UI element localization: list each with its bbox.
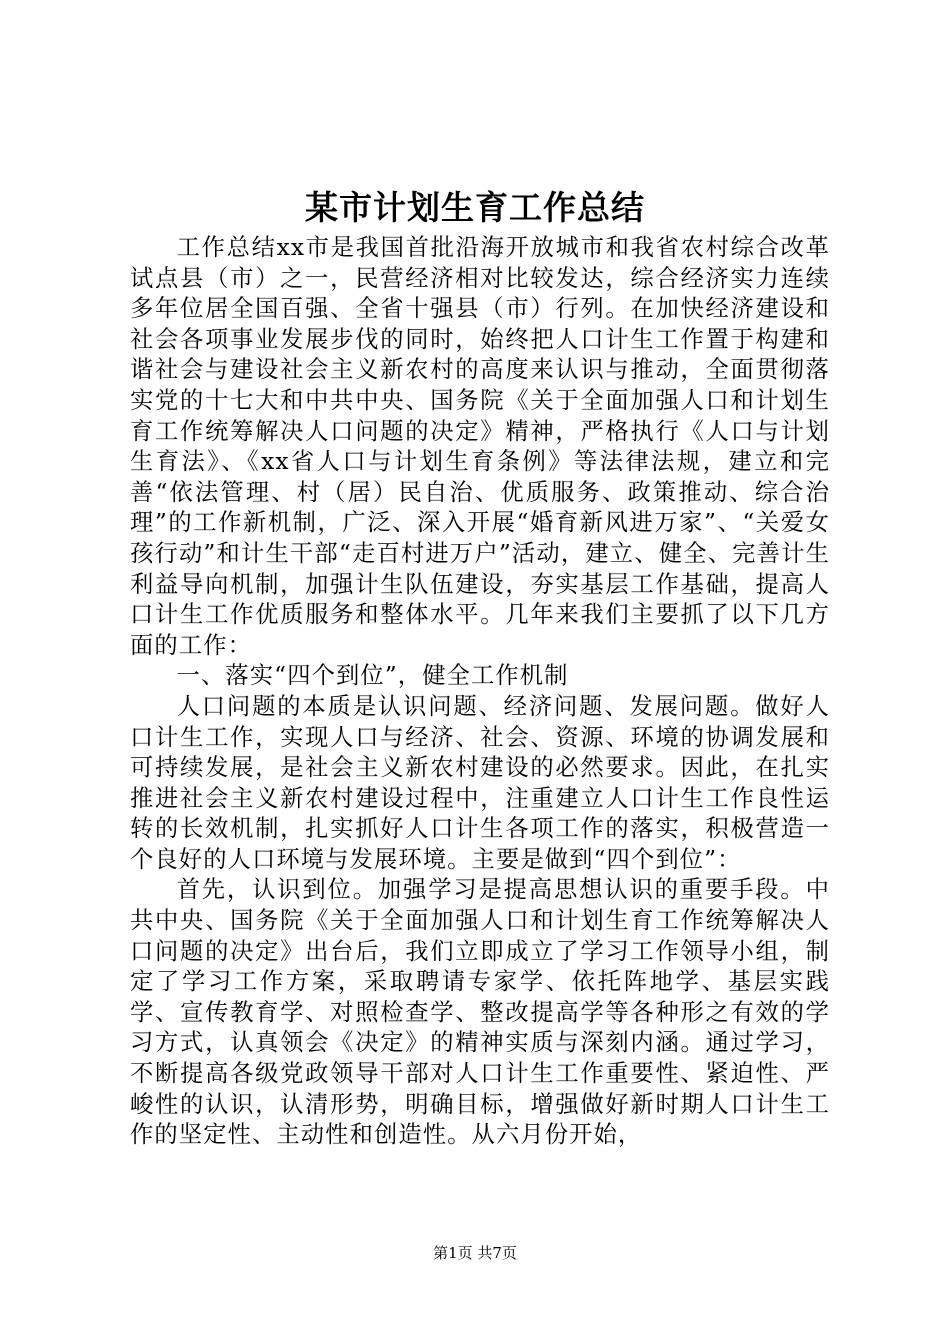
document-body: [130, 233, 830, 1151]
section-heading-1: 一、落实“四个到位”，健全工作机制: [176, 662, 569, 690]
paragraph-first-point: 首先，认识到位。加强学习是提高思想认识的重要手段。中共中央、国务院《关于全面加强人口和计划生育工作统筹解决人口问题的决定》出台后，我们立即成立了学习工作领导小组，制定了学习工作方案，采取聘请专家学、依托阵地学、基层实践学、宣传教育学、对照检查学、整改提高学等各种形之有效的学习方式，认真领会《决定》的精神实质与深刻内涵。通过学习，不断提高各级党政领导干部对人口计生工作重要性、紧迫性、严峻性的认识，认清形势，明确目标，增强做好新时期人口计生工作的坚定性、主动性和创造性。从六月份开始，: [130, 876, 830, 1149]
page-number: 第1页 共7页: [433, 1244, 517, 1262]
document-title: 某市计划生育工作总结: [305, 188, 645, 227]
paragraph-intro: 工作总结xx市是我国首批沿海开放城市和我省农村综合改革试点县（市）之一，民营经济相对比较发达，综合经济实力连续多年位居全国百强、全省十强县（市）行列。在加快经济建设和社会各项事业发展步伐的同时，始终把人口计生工作置于构建和谐社会与建设社会主义新农村的高度来认识与推动，全面贯彻落实党的十七大和中共中央、国务院《关于全面加强人口和计划生育工作统筹解决人口问题的决定》精神，严格执行《人口与计划生育法》、《xx省人口与计划生育条例》等法律法规，建立和完善“依法管理、村（居）民自治、优质服务、政策推动、综合治理”的工作新机制，广泛、深入开展“婚育新风进万家”、“关爱女孩行动”和计生干部“走百村进万户”活动，建立、健全、完善计生利益导向机制，加强计生队伍建设，夯实基层工作基础，提高人口计生工作优质服务和整体水平。几年来我们主要抓了以下几方面的工作：: [130, 234, 830, 659]
paragraph-section-1: 人口问题的本质是认识问题、经济问题、发展问题。做好人口计生工作，实现人口与经济、社会、资源、环境的协调发展和可持续发展，是社会主义新农村建设的必然要求。因此，在扎实推进社会主义新农村建设过程中，注重建立人口计生工作良性运转的长效机制，扎实抓好人口计生各项工作的落实，积极营造一个良好的人口环境与发展环境。主要是做到“四个到位”：: [130, 692, 830, 873]
